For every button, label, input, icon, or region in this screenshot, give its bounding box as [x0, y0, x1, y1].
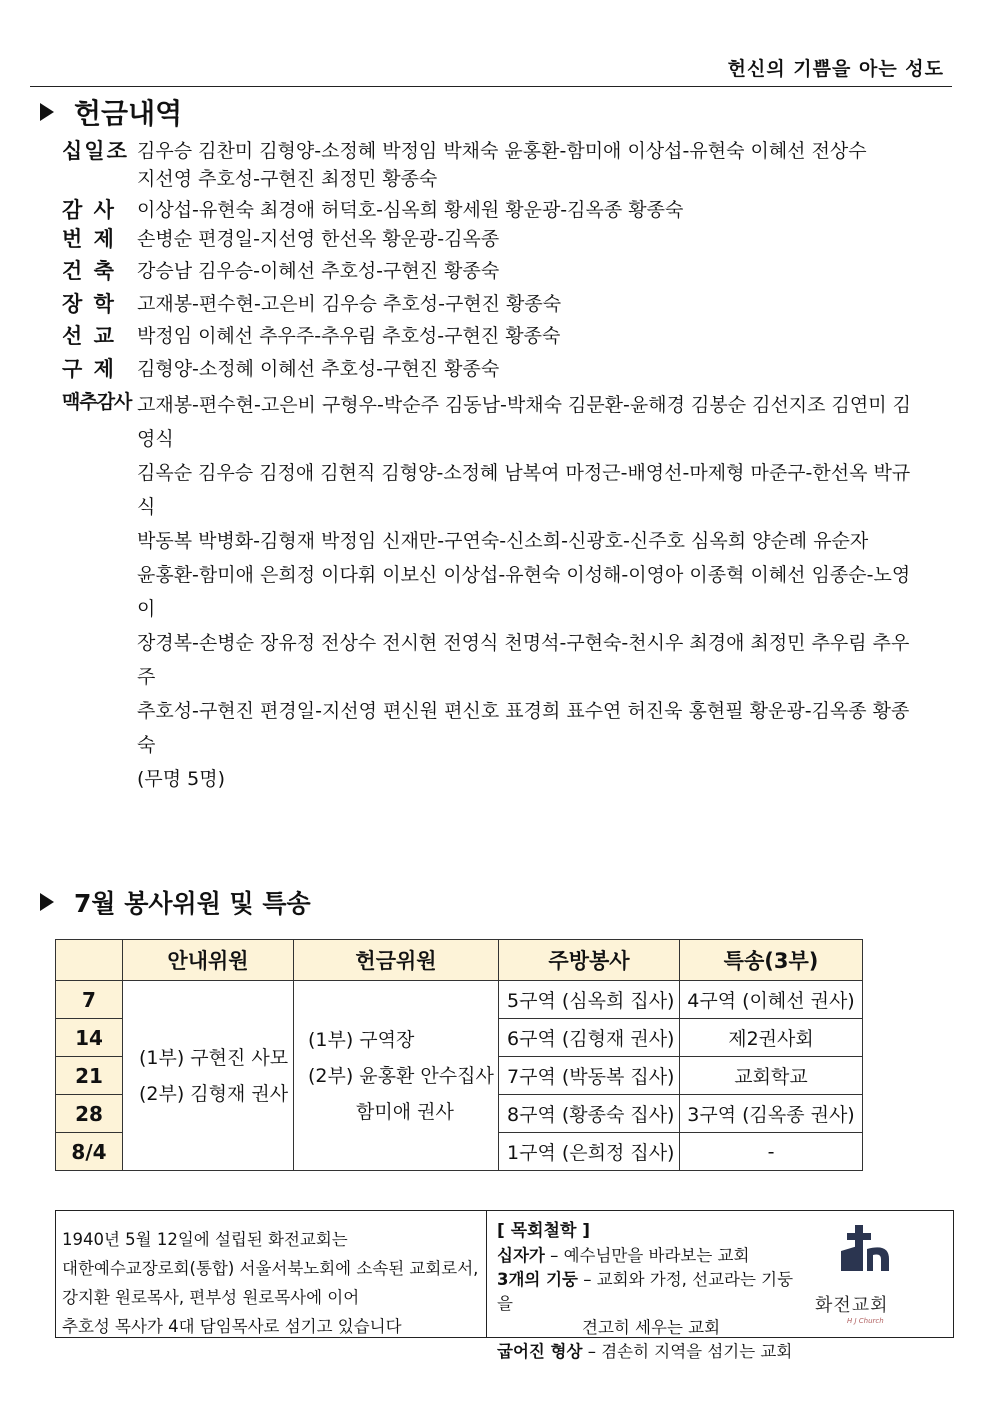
kitchen-cell: 6구역 (김형재 권사)	[499, 1019, 680, 1057]
offering-team-cell	[294, 981, 499, 1171]
offering-label: 장 학	[62, 292, 116, 316]
special-song-cell: 3구역 (김옥종 권사)	[680, 1095, 863, 1133]
offering-row-building	[62, 257, 927, 285]
intro-line: 추호성 목사가 4대 담임목사로 섬기고 있습니다	[62, 1317, 402, 1336]
offering-row-mission	[62, 322, 927, 350]
table-header-cell: 헌금위원	[294, 940, 499, 981]
offering-row-thanks	[62, 196, 927, 224]
date-cell: 8/4	[56, 1133, 123, 1171]
offering-row-tithe	[62, 137, 927, 193]
offering-names: 고재봉-편수현-고은비 김우승 추호성-구현진 황종숙	[137, 293, 562, 315]
offering-names: 손병순 편경일-지선영 한선옥 황운광-김옥종	[137, 228, 500, 250]
offering-label: 십일조	[62, 139, 129, 163]
triangle-bullet-icon	[40, 893, 54, 911]
offering-team-line: (1부) 구역장	[308, 1028, 415, 1051]
kitchen-cell: 7구역 (박동복 집사)	[499, 1057, 680, 1095]
ministry-philosophy	[487, 1211, 807, 1361]
table-header-cell: 특송(3부)	[680, 940, 863, 981]
offering-team-line: (2부) 윤홍환 안수집사	[308, 1064, 494, 1087]
philosophy-text: 견고히 세우는 교회	[582, 1318, 721, 1337]
date-cell: 28	[56, 1095, 123, 1133]
table-row	[56, 981, 863, 1019]
special-song-cell: 교회학교	[680, 1057, 863, 1095]
offering-label: 감 사	[62, 198, 116, 222]
offering-names: 김우승 김찬미 김형양-소정혜 박정임 박채숙 윤홍환-함미애 이상섭-유현숙 이혜선 전상수 지선영 추호성-구현진 최정민 황종숙	[137, 140, 867, 190]
service-schedule-table	[55, 939, 863, 1171]
offering-row-harvest	[62, 388, 927, 796]
offering-label: 건 축	[62, 259, 116, 283]
offering-label: 번 제	[62, 227, 116, 251]
offering-row-scholarship	[62, 290, 927, 318]
intro-line: 1940년 5월 12일에 설립된 화전교회는	[62, 1230, 348, 1249]
philosophy-line	[497, 1340, 807, 1364]
offering-row-burnt	[62, 225, 927, 253]
table-header-row	[56, 940, 863, 981]
guide-cell	[123, 981, 294, 1171]
offering-names: 박정임 이혜선 추우주-추우림 추호성-구현진 황종숙	[137, 325, 561, 347]
offering-label: 구 제	[62, 357, 116, 381]
offering-section-title: 헌금내역	[74, 97, 183, 130]
service-section-title: 7월 봉사위원 및 특송	[74, 889, 311, 918]
church-logo-text: 화전교회	[815, 1295, 889, 1316]
intro-line: 강지환 원로목사, 편부성 원로목사에 이어	[62, 1288, 360, 1307]
philosophy-text: – 교회와 가정, 선교라는 기둥을	[497, 1270, 794, 1313]
philosophy-line	[497, 1244, 807, 1268]
table-header-cell: 안내위원	[123, 940, 294, 981]
table-header-cell	[56, 940, 123, 981]
special-song-cell: 4구역 (이혜선 권사)	[680, 981, 863, 1019]
intro-line: 대한예수교장로회(통합) 서울서북노회에 소속된 교회로서,	[62, 1259, 479, 1278]
table-header-cell: 주방봉사	[499, 940, 680, 981]
guide-line: (2부) 김형재 권사	[139, 1082, 289, 1105]
header-divider	[30, 86, 952, 87]
offering-label: 맥추감사	[62, 391, 132, 413]
church-intro	[56, 1211, 487, 1337]
offering-names: 고재봉-편수현-고은비 구형우-박순주 김동남-박채숙 김문환-윤해경 김봉순 김선지조 김연미 김영식 김옥순 김우승 김정애 김현직 김형양-소정혜 남복여 마정근-배영선-마제형 마준구-한선옥 박규식 박동복 박병화-김형재 박정임 신재만-구연숙-신소희-신광호-신주호 심옥희 양순례 유순자 윤홍환-함미애 은희정 이다휘 이보신 이상섭-유현숙 이성해-이영아 이종혁 이혜선 임종순-노영이 장경복-손병순 장유정 전상수 전시현 전영식 천명석-구현숙-천시우 최경애 최정민 추우림 추우주 추호성-구현진 편경일-지선영 편신원 편신호 표경희 표수연 허진욱 홍현필 황운광-김옥종 황종숙 (무명 5명)	[137, 394, 912, 790]
philosophy-title: [ 목회철학 ]	[497, 1221, 591, 1241]
church-logo	[807, 1211, 953, 1337]
offering-section-heading	[40, 92, 182, 132]
philosophy-key: 굽어진 형상	[497, 1342, 583, 1361]
kitchen-cell: 5구역 (심옥희 집사)	[499, 981, 680, 1019]
offering-names: 강승남 김우승-이혜선 추호성-구현진 황종숙	[137, 260, 500, 282]
philosophy-line	[497, 1316, 807, 1340]
guide-line: (1부) 구현진 사모	[139, 1046, 289, 1069]
church-info-box	[55, 1210, 954, 1361]
offering-team-line: 함미애 권사	[356, 1100, 454, 1123]
special-song-cell: 제2권사회	[680, 1019, 863, 1057]
triangle-bullet-icon	[40, 103, 54, 121]
special-song-cell: -	[680, 1133, 863, 1171]
date-cell: 7	[56, 981, 123, 1019]
philosophy-key: 3개의 기둥	[497, 1270, 578, 1289]
date-cell: 21	[56, 1057, 123, 1095]
offering-label: 선 교	[62, 324, 116, 348]
service-section-heading	[40, 884, 311, 920]
page-header-title: 헌신의 기쁨을 아는 성도	[727, 58, 944, 80]
philosophy-text: – 겸손히 지역을 섬기는 교회	[582, 1342, 793, 1361]
philosophy-key: 십자가	[497, 1246, 545, 1265]
cross-logo-icon	[839, 1225, 899, 1287]
offering-row-relief	[62, 355, 927, 383]
kitchen-cell: 1구역 (은희정 집사)	[499, 1133, 680, 1171]
date-cell: 14	[56, 1019, 123, 1057]
offering-names: 김형양-소정혜 이혜선 추호성-구현진 황종숙	[137, 358, 500, 380]
philosophy-text: – 예수님만을 바라보는 교회	[544, 1246, 750, 1265]
church-logo-subtext: H J Church	[847, 1317, 884, 1325]
kitchen-cell: 8구역 (황종숙 집사)	[499, 1095, 680, 1133]
offering-names: 이상섭-유현숙 최경애 허덕호-심옥희 황세원 황운광-김옥종 황종숙	[137, 199, 684, 221]
philosophy-line	[497, 1268, 807, 1316]
